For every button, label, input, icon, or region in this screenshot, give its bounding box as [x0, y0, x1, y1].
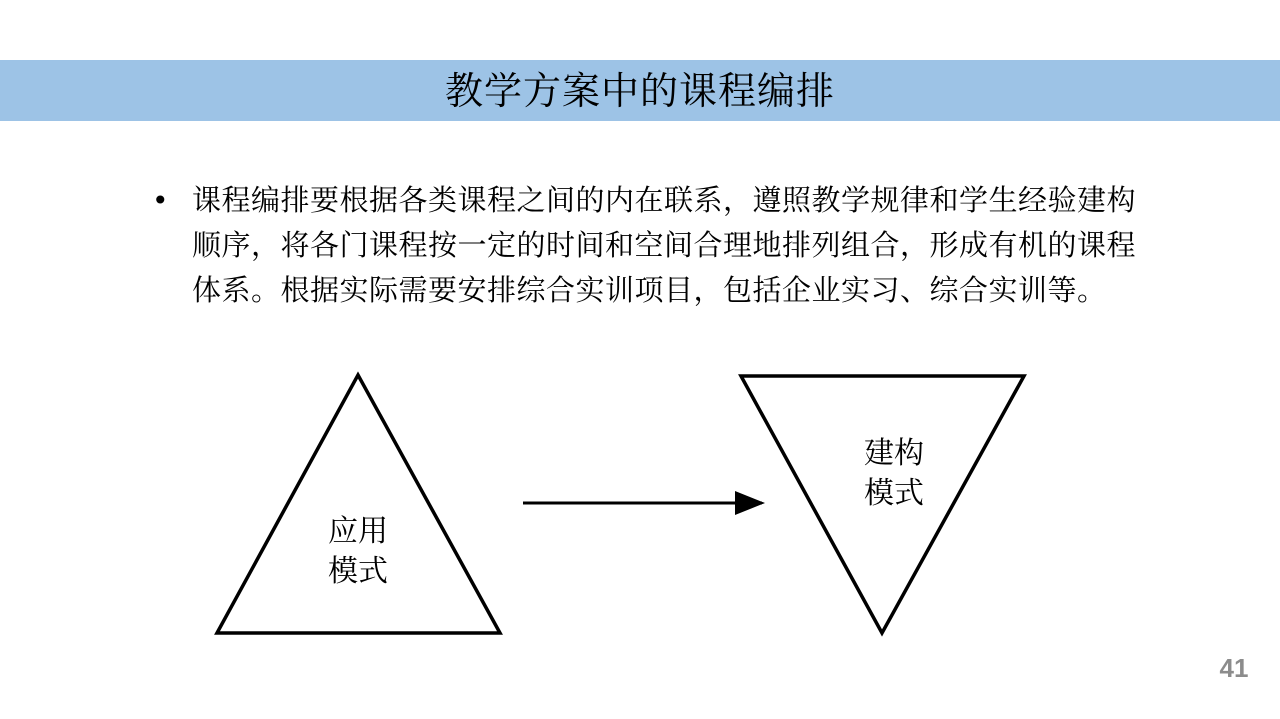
- application-mode-label: [310, 512, 406, 592]
- application-mode-label-line2: 模式: [328, 554, 388, 589]
- upward-triangle-shape: [217, 375, 500, 633]
- application-mode-label-line1: 应用: [328, 514, 388, 549]
- slide-title: 教学方案中的课程编排: [444, 68, 835, 113]
- bullet-marker: •: [152, 184, 169, 217]
- construction-mode-label-line1: 建构: [864, 436, 924, 471]
- bullet-text: 课程编排要根据各类课程之间的内在联系，遵照教学规律和学生经验建构顺序，将各门课程按一定的时间和空间合理地排列组合，形成有机的课程体系。根据实际需要安排综合实训项目，包括企业实习、综合实训等。: [192, 183, 1137, 307]
- page-number: 41: [1219, 653, 1249, 683]
- construction-mode-label-line2: 模式: [864, 476, 924, 511]
- construction-mode-label: [846, 434, 942, 514]
